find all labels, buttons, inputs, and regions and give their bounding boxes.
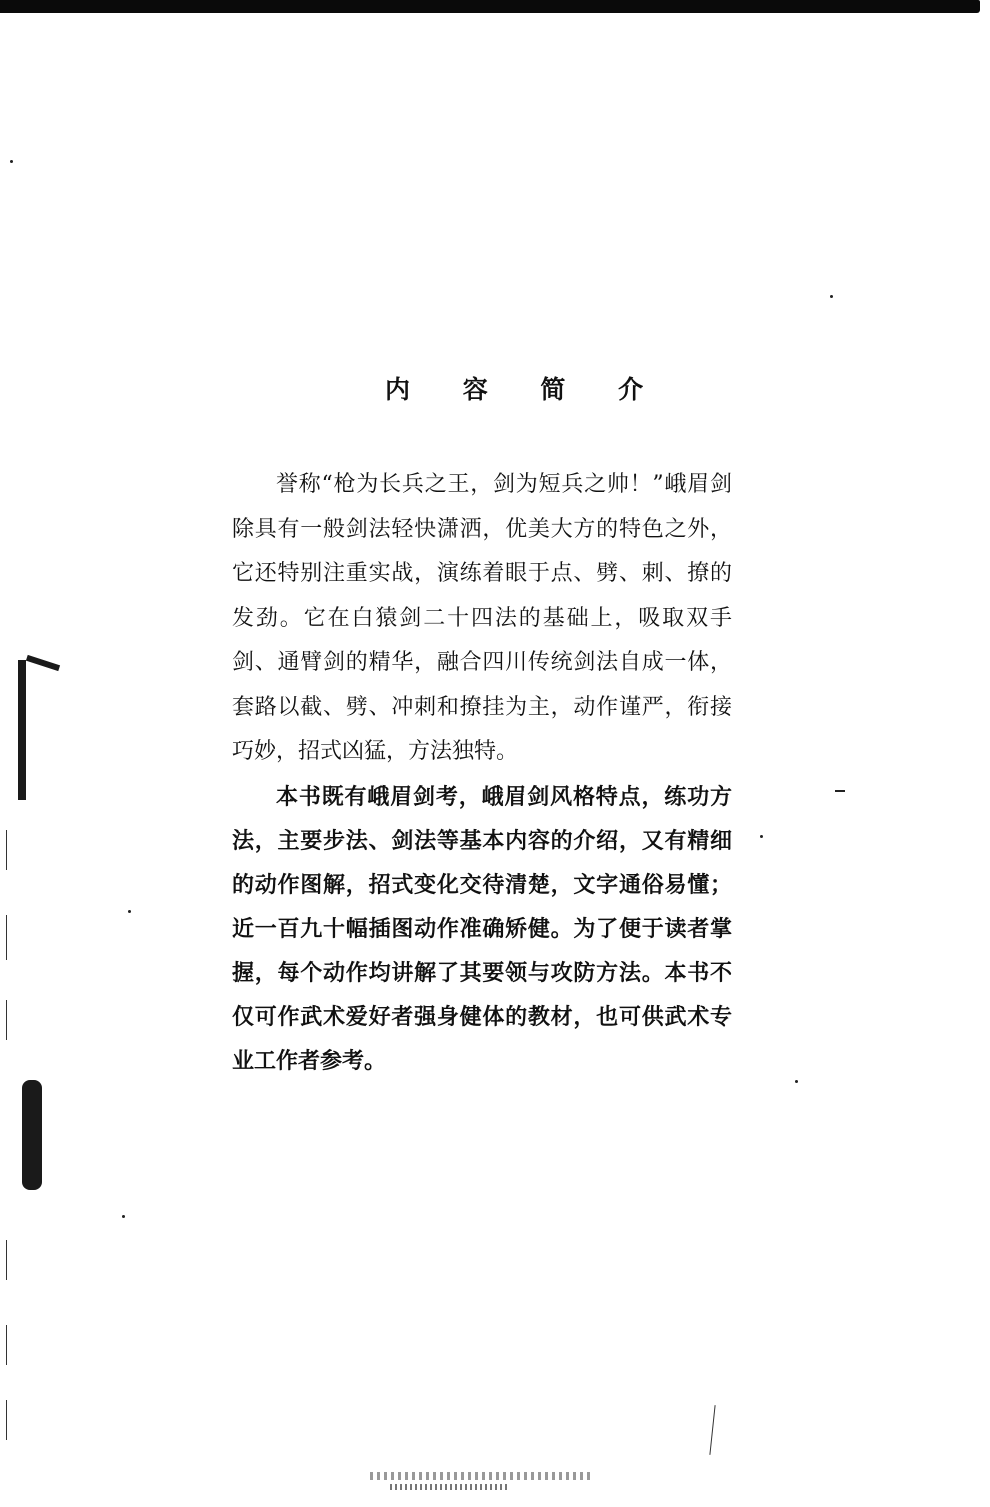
scan-speck [122,1215,125,1218]
synopsis-body [232,463,732,1083]
scan-speck [835,790,845,792]
scan-smudge [26,655,60,671]
scan-speck [795,1080,798,1083]
scan-smudge [18,660,26,800]
scan-margin-line [6,1325,7,1365]
scan-speck [760,835,763,838]
bottom-scan-noise [360,1460,600,1500]
scan-speck [830,295,833,298]
scan-margin-line [6,830,7,870]
scan-margin-line [6,1400,7,1440]
synopsis-paragraph-1: 誉称“枪为长兵之王，剑为短兵之帅！”峨眉剑除具有一般剑法轻快潇洒，优美大方的特色之外，它还特别注重实战，演练着眼于点、劈、刺、撩的发劲。它在白猿剑二十四法的基础上，吸取双手剑、通臂剑的精华，融合四川传统剑法自成一体，套路以截、劈、冲刺和撩挂为主，动作谨严，衔接巧妙，招式凶猛，方法独特。 [232,472,732,764]
scan-speck [10,160,13,163]
scan-margin-line [6,1000,7,1040]
scan-speck [128,910,131,913]
top-border-rule [0,0,980,13]
synopsis-paragraph-2: 本书既有峨眉剑考，峨眉剑风格特点，练功方法，主要步法、剑法等基本内容的介绍，又有精细的动作图解，招式变化交待清楚，文字通俗易懂；近一百九十幅插图动作准确矫健。为了便于读者掌握，每个动作均讲解了其要领与攻防方法。本书不仅可作武术爱好者强身健体的教材，也可供武术专业工作者参考。 [232,783,732,1074]
scan-margin-line [709,1405,715,1455]
scan-smudge [22,1080,42,1190]
scan-margin-line [6,1240,7,1280]
scan-margin-line [6,915,7,960]
page-title: 内 容 简 介 [385,375,666,404]
